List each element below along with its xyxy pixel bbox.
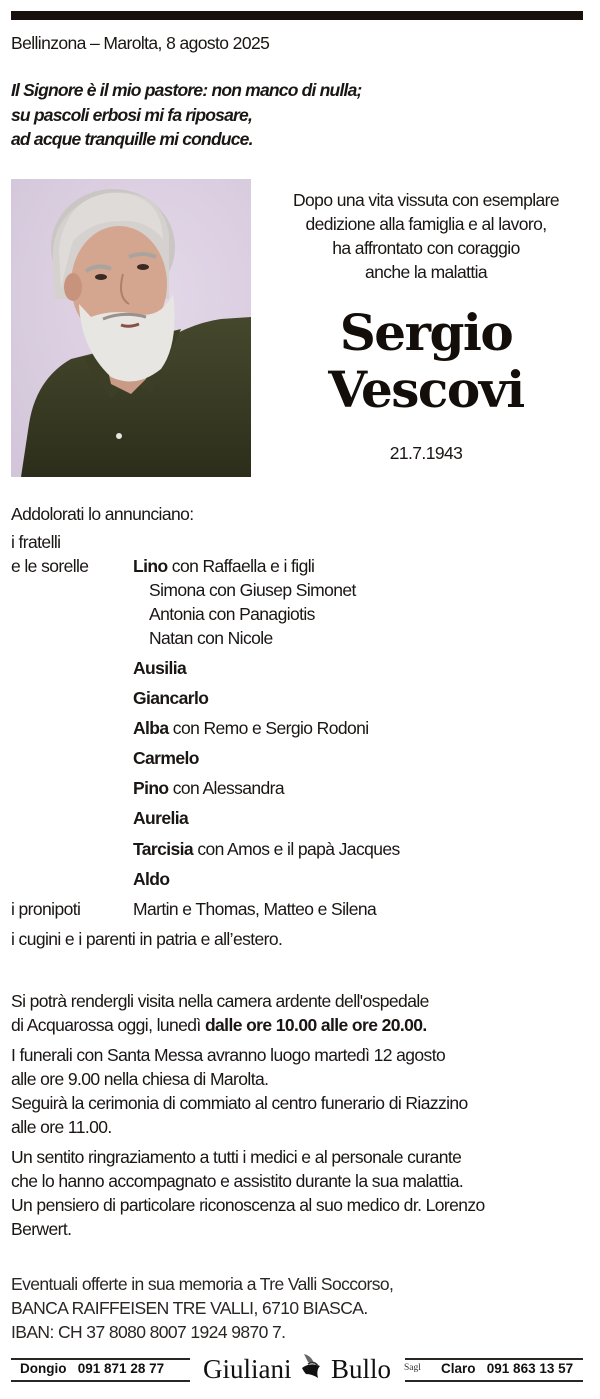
visit-text: di Acquarossa oggi, lunedì (11, 1015, 205, 1035)
great-grandchildren-names: Martin e Thomas, Matteo e Silena (133, 899, 377, 919)
footer-rule (405, 1380, 583, 1382)
intro-line: dedizione alla famiglia e al lavoro, (305, 214, 547, 234)
footer-right-place: Claro (441, 1361, 476, 1376)
thanks-info (11, 1145, 485, 1241)
logo-text-left: Giuliani (203, 1354, 292, 1384)
sibling-entry (133, 688, 208, 709)
place-date: Bellinzona – Marolta, 8 agosto 2025 (11, 33, 270, 53)
sibling-detail: con Amos e il papà Jacques (193, 839, 400, 859)
sibling-entry (133, 748, 199, 769)
footer-right-contact (441, 1361, 573, 1376)
intro-line: ha affrontato con coraggio (332, 238, 520, 258)
sibling-name: Alba (133, 718, 169, 738)
deceased-first-name: Sergio (339, 303, 513, 362)
footer-left-phone: 091 871 28 77 (77, 1361, 165, 1376)
donation-line: Eventuali offerte in sua memoria a Tre Valli Soccorso, (11, 1274, 394, 1294)
footer-left-place: Dongio (20, 1361, 67, 1376)
footer-rule (11, 1380, 190, 1382)
top-rule (11, 11, 583, 20)
sibling-entry (133, 718, 369, 739)
nephew-entry: Simona con Giusep Simonet (149, 580, 356, 600)
sibling-name: Aurelia (133, 808, 189, 828)
siblings-label-1: i fratelli (11, 532, 61, 552)
sibling-entry (133, 839, 400, 860)
donation-line: IBAN: CH 37 8080 8007 1924 9870 7. (11, 1322, 286, 1342)
footer-right-phone: 091 863 13 57 (486, 1361, 574, 1376)
relatives-line: i cugini e i parenti in patria e all’estero. (11, 929, 283, 949)
funeral-line: I funerali con Santa Messa avranno luogo martedì 12 agosto (11, 1045, 446, 1065)
funeral-info (11, 1043, 468, 1139)
psalm-line: ad acque tranquille mi conduce. (11, 129, 253, 149)
thanks-line: Berwert. (11, 1219, 72, 1239)
intro-line: anche la malattia (364, 262, 488, 282)
sibling-name: Ausilia (133, 658, 187, 678)
sibling-entry (133, 556, 314, 577)
sibling-entry (133, 869, 169, 890)
sibling-name: Giancarlo (133, 688, 209, 708)
announcement-heading: Addolorati lo annunciano: (11, 504, 194, 524)
funeral-line: Seguirà la cerimonia di commiato al centro funerario di Riazzino (11, 1093, 468, 1113)
visit-line: Si potrà rendergli visita nella camera ardente dell'ospedale (11, 991, 429, 1011)
thanks-line: Un pensiero di particolare riconoscenza al suo medico dr. Lorenzo (11, 1195, 485, 1215)
logo-text-right: Bullo (331, 1354, 392, 1384)
funeral-home-logo (203, 1352, 391, 1385)
sibling-name: Lino (133, 556, 168, 576)
deceased-last-name: Vescovi (328, 360, 524, 419)
nephew-entry: Antonia con Panagiotis (149, 604, 315, 624)
sibling-name: Pino (133, 778, 169, 798)
siblings-label-2: e le sorelle (11, 556, 89, 576)
visit-hours: dalle ore 10.00 alle ore 20.00. (204, 1015, 427, 1035)
great-grandchildren-label: i pronipoti (11, 899, 81, 919)
footer-rule (405, 1358, 583, 1360)
portrait-photo (11, 179, 251, 477)
thanks-line: Un sentito ringraziamento a tutti i medici e al personale curante (11, 1147, 462, 1167)
psalm-quote (11, 78, 362, 152)
nephew-entry: Natan con Nicole (149, 628, 273, 648)
sibling-entry (133, 778, 284, 799)
sibling-name: Carmelo (133, 748, 199, 768)
sibling-name: Aldo (133, 869, 170, 889)
dove-icon (298, 1352, 324, 1378)
logo-suffix: Sagl (404, 1363, 421, 1373)
sibling-entry (133, 808, 188, 829)
visit-line (11, 1013, 429, 1037)
footer-rule (11, 1358, 190, 1360)
funeral-line: alle ore 9.00 nella chiesa di Marolta. (11, 1069, 269, 1089)
thanks-line: che lo hanno accompagnato e assistito durante la sua malattia. (11, 1171, 464, 1191)
visit-info (11, 989, 429, 1037)
donation-line: BANCA RAIFFEISEN TRE VALLI, 6710 BIASCA. (11, 1298, 368, 1318)
sibling-name: Tarcisia (133, 839, 194, 859)
psalm-line: su pascoli erbosi mi fa riposare, (11, 104, 253, 125)
sibling-detail: con Alessandra (168, 778, 285, 798)
intro-line: Dopo una vita vissuta con esemplare (293, 190, 559, 210)
birth-date: 21.7.1943 (389, 443, 463, 463)
sibling-detail: con Remo e Sergio Rodoni (168, 718, 369, 738)
intro-text (262, 188, 590, 284)
psalm-line: Il Signore è il mio pastore: non manco di nulla; (11, 80, 362, 100)
sibling-entry (133, 658, 186, 679)
funeral-line: alle ore 11.00. (11, 1117, 112, 1137)
footer-left-contact (20, 1361, 164, 1376)
sibling-detail: con Raffaella e i figli (167, 556, 315, 576)
donation-info (11, 1272, 393, 1344)
